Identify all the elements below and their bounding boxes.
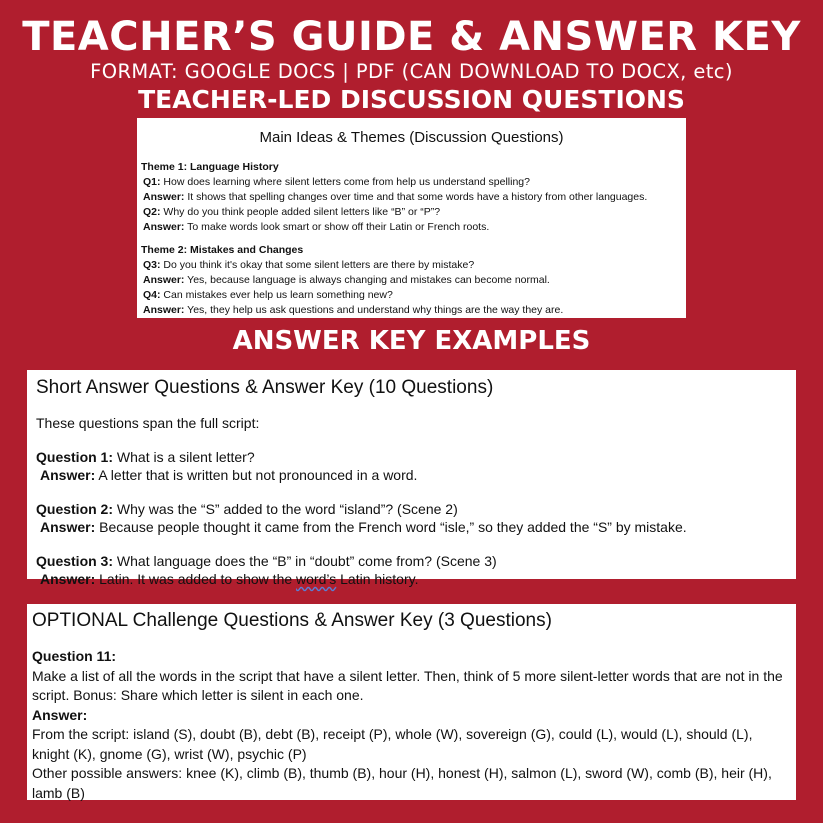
- question-line: [141, 288, 682, 303]
- discussion-questions-panel: [137, 118, 686, 318]
- answer-other-possible: Other possible answers: knee (K), climb (B), thumb (B), hour (H), honest (H), salmon (L), sword (W), comb (B), heir (H), lamb (B): [32, 765, 772, 801]
- theme-heading: Theme 1: Language History: [141, 161, 279, 173]
- line-label: Answer:: [143, 274, 185, 286]
- question-label: Question 1:: [36, 449, 114, 465]
- question-line: [36, 500, 787, 518]
- optional-challenge-panel: [27, 604, 796, 800]
- answer-line: [141, 303, 682, 318]
- short-answer-title: Short Answer Questions & Answer Key (10 Questions): [36, 377, 494, 398]
- answer-text: Latin. It was added to show the: [95, 571, 297, 587]
- line-text: How does learning where silent letters come from help us understand spelling?: [160, 176, 530, 188]
- answer-label: Answer:: [40, 519, 96, 535]
- short-answer-intro: These questions span the full script:: [36, 415, 260, 431]
- main-title: TEACHER’S GUIDE & ANSWER KEY: [22, 14, 801, 60]
- answer-label: Answer:: [40, 467, 96, 483]
- discussion-heading: TEACHER-LED DISCUSSION QUESTIONS: [138, 85, 685, 114]
- answer-line: [36, 570, 787, 588]
- answer-from-script: From the script: island (S), doubt (B), debt (B), receipt (P), whole (W), sovereign (G), could (L), would (L), should (L), knight (K), gnome (G), wrist (W), psychic (P): [32, 726, 753, 762]
- question-line: [36, 552, 787, 570]
- answer-text: A letter that is written but not pronounced in a word.: [95, 467, 418, 483]
- answer-label: Answer:: [40, 571, 96, 587]
- line-text: Do you think it's okay that some silent letters are there by mistake?: [160, 259, 475, 271]
- line-label: Q2:: [143, 206, 161, 218]
- line-text: Yes, because language is always changing and mistakes can become normal.: [184, 274, 550, 286]
- question-line: [36, 448, 787, 466]
- line-text: It shows that spelling changes over time and that some words have a history from other languages.: [184, 191, 648, 203]
- answer-text: Because people thought it came from the French word “isle,” so they added the “S” by mistake.: [95, 519, 687, 535]
- question-label: Question 2:: [36, 501, 114, 517]
- answer-key-heading: ANSWER KEY EXAMPLES: [232, 326, 591, 356]
- line-label: Answer:: [143, 221, 185, 233]
- question-line: [141, 205, 682, 220]
- discussion-title: Main Ideas & Themes (Discussion Questions): [259, 129, 564, 146]
- answer-label: Answer:: [32, 706, 88, 723]
- line-text: Can mistakes ever help us learn something new?: [160, 289, 393, 301]
- question-text: What is a silent letter?: [113, 449, 255, 465]
- line-text: To make words look smart or show off their Latin or French roots.: [184, 221, 490, 233]
- format-line: FORMAT: GOOGLE DOCS | PDF (CAN DOWNLOAD TO DOCX, etc): [90, 60, 733, 83]
- short-answer-panel: [27, 370, 796, 587]
- question-text: Make a list of all the words in the script that have a silent letter. Then, think of 5 more silent-letter words that are not in the script. Bonus: Share which letter is silent in each one.: [32, 667, 783, 703]
- answer-line: [141, 273, 682, 288]
- question-line: [141, 175, 682, 190]
- answer-line: [36, 518, 787, 536]
- line-text: Yes, they help us ask questions and understand why things are the way they are.: [184, 304, 564, 316]
- line-text: Why do you think people added silent letters like “B” or “P”?: [160, 206, 441, 218]
- theme-heading: Theme 2: Mistakes and Changes: [141, 244, 304, 256]
- answer-line: [141, 190, 682, 205]
- answer-line: [141, 220, 682, 235]
- question-text: What language does the “B” in “doubt” come from? (Scene 3): [113, 553, 497, 569]
- line-label: Answer:: [143, 304, 185, 316]
- line-label: Q1:: [143, 176, 161, 188]
- question-line: [141, 258, 682, 273]
- question-label: Question 11:: [32, 648, 117, 664]
- question-label: Question 3:: [36, 553, 114, 569]
- spellcheck-flagged-word: word’s: [296, 571, 337, 587]
- optional-title: OPTIONAL Challenge Questions & Answer Key (3 Questions): [32, 610, 552, 631]
- answer-text: Latin history.: [336, 571, 419, 587]
- line-label: Q4:: [143, 289, 161, 301]
- answer-line: [36, 466, 787, 484]
- question-text: Why was the “S” added to the word “island”? (Scene 2): [113, 501, 458, 517]
- line-label: Q3:: [143, 259, 161, 271]
- line-label: Answer:: [143, 191, 185, 203]
